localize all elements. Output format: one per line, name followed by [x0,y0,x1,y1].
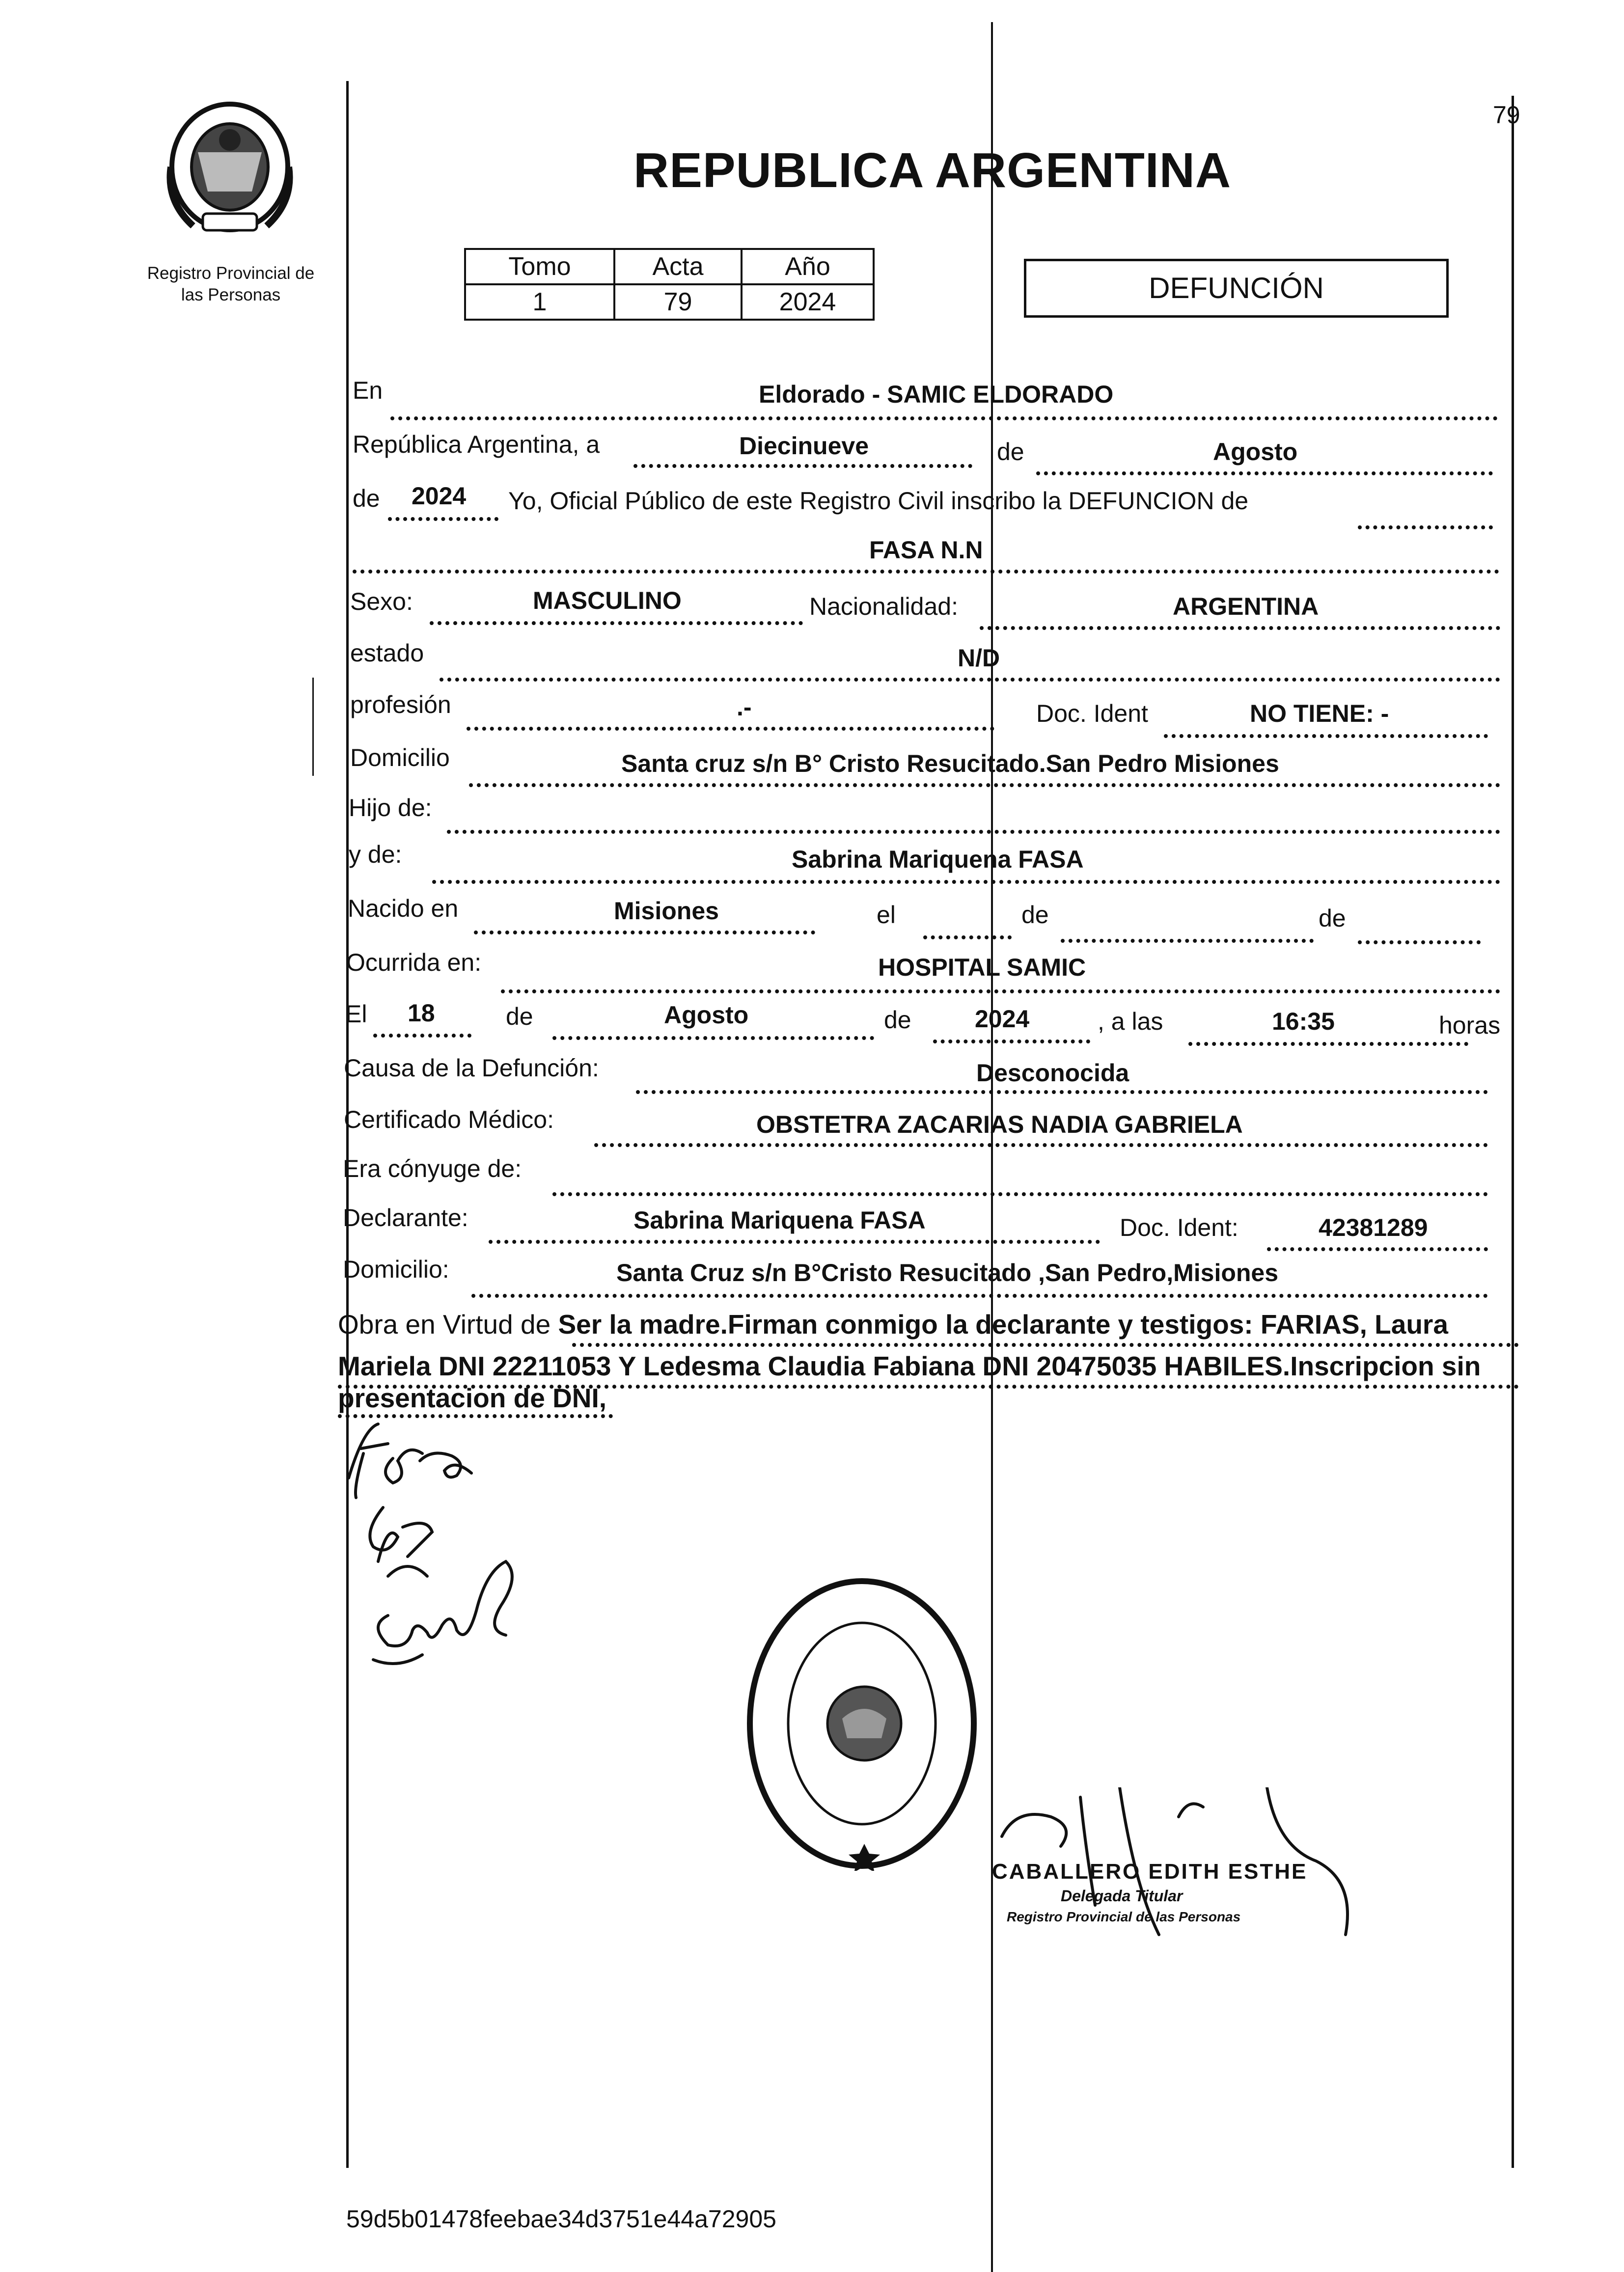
nacido-value: Misiones [614,897,719,925]
hijo-line [447,830,1500,834]
en-line [390,416,1498,420]
doc-ident2-label: Doc. Ident: [1120,1214,1239,1241]
certificado-label: Certificado Médico: [344,1106,554,1133]
anio-value: 2024 [412,482,467,510]
estado-line [440,678,1500,682]
doc-ident-value: NO TIENE: - [1250,700,1389,727]
el-label-1: el [877,901,896,929]
ocurrida-line [501,989,1500,993]
record-table [464,248,875,321]
record-header-anio: Año [742,249,874,284]
nacionalidad-line [980,626,1500,630]
domicilio-value: Santa cruz s/n B° Cristo Resucitado.San Pedro Misiones [621,750,1279,777]
domicilio-line [469,783,1500,787]
dia-fallec-value: 18 [408,999,435,1027]
hora-line [1188,1042,1468,1046]
dia-value: Diecinueve [739,432,869,460]
mes-value: Agosto [1213,438,1298,465]
profesion-value: .- [737,693,752,721]
anio-line [388,517,498,521]
el-line [923,935,1012,939]
alas-label: , a las [1098,1008,1163,1035]
record-header-acta: Acta [614,249,742,284]
el-label-2: El [345,1000,367,1028]
obra-line-3: presentacion de DNI, [338,1383,607,1413]
domicilio2-value: Santa Cruz s/n B°Cristo Resucitado ,San Pedro,Misiones [616,1259,1279,1287]
hora-value: 16:35 [1272,1008,1335,1035]
nacionalidad-label: Nacionalidad: [809,593,958,620]
mes-fallec-value: Agosto [664,1001,749,1029]
en-value: Eldorado - SAMIC ELDORADO [759,381,1114,408]
obra-line-2: Mariela DNI 22211053 Y Ledesma Claudia Fabiana DNI 20475035 HABILES.Inscripcion sin [338,1351,1481,1381]
delegation-seal [744,1576,980,1871]
dia-fallec-line [373,1034,471,1038]
de-label-2: de [1021,901,1049,929]
conyuge-label: Era cónyuge de: [343,1155,522,1182]
domicilio2-label: Domicilio: [343,1256,449,1283]
obra-underline-1 [572,1343,1519,1347]
anio-fallec-line [933,1040,1090,1043]
nacido-anio-line [1358,940,1481,944]
oficial-line [1358,525,1493,529]
stamp-institution: Registro Provincial de las Personas [1007,1909,1241,1924]
profesion-label: profesión [350,691,451,718]
domicilio2-line [471,1294,1488,1298]
registry-label-line1: Registro Provincial de [147,264,315,283]
certificado-line [594,1143,1488,1147]
declarante-line [489,1240,1100,1244]
horas-label: horas [1439,1012,1501,1039]
page-title: REPUBLICA ARGENTINA [633,143,1232,198]
en-label: En [353,377,383,404]
madre-value: Sabrina Mariquena FASA [792,846,1084,873]
ocurrida-label: Ocurrida en: [346,949,482,976]
estado-value: N/D [958,644,1000,672]
record-value-tomo: 1 [465,284,614,320]
estado-label: estado [350,639,424,667]
obra-line-1 [338,1309,1448,1340]
certificado-value: OBSTETRA ZACARIAS NADIA GABRIELA [756,1111,1243,1138]
nombre-line [353,570,1499,574]
doc-ident2-line [1267,1247,1488,1251]
anio-fallec-value: 2024 [975,1005,1030,1033]
stamp-role: Delegada Titular [1061,1887,1183,1905]
stamp-name: CABALLERO EDITH ESTHE [992,1860,1308,1884]
yde-label: y de: [349,841,402,868]
causa-label: Causa de la Defunción: [344,1054,599,1082]
official-stamp [972,1787,1385,1974]
page-number: 79 [1493,101,1520,129]
declarante-label: Declarante: [343,1204,468,1232]
sexo-label: Sexo: [350,588,413,615]
de-label-3: de [1319,904,1346,932]
nacido-line [474,931,815,934]
nacionalidad-value: ARGENTINA [1173,593,1319,620]
nacido-label: Nacido en [348,895,459,922]
doc-ident2-value: 42381289 [1319,1214,1428,1241]
mes-line [1036,471,1493,475]
sexo-line [430,621,803,625]
obra-text-1: Ser la madre.Firman conmigo la declarante y testigos: FARIAS, Laura [558,1309,1448,1340]
causa-value: Desconocida [976,1059,1129,1087]
doc-ident-label: Doc. Ident [1036,700,1148,727]
record-value-anio: 2024 [742,284,874,320]
handwritten-signature-bottom [358,1547,535,1689]
de-label-4: de [506,1003,533,1030]
misiones-logo [156,93,303,241]
nacido-mes-line [1061,939,1314,943]
far-left-line [312,678,314,776]
document-type-box: DEFUNCIÓN [1024,259,1449,318]
de-label-1: de [997,438,1024,465]
oficial-text: Yo, Oficial Público de este Registro Civil inscribo la DEFUNCION de [508,487,1249,515]
madre-line [432,880,1500,884]
doc-ident-line [1164,734,1488,738]
nombre-value: FASA N.N [869,536,983,564]
declarante-value: Sabrina Mariquena FASA [633,1206,926,1234]
record-header-tomo: Tomo [465,249,614,284]
de-label-5: de [884,1006,911,1034]
sexo-value: MASCULINO [533,587,682,614]
ocurrida-value: HOSPITAL SAMIC [878,954,1086,981]
right-margin-line [1512,96,1514,2168]
dia-line [633,464,972,468]
registry-label [128,263,334,306]
domicilio-label: Domicilio [350,744,450,771]
registry-label-line2: las Personas [181,285,281,304]
anio-prefix-label: de [353,485,380,512]
hijo-label: Hijo de: [349,794,432,821]
conyuge-line [552,1192,1488,1196]
profesion-line [467,727,994,731]
obra-label: Obra en Virtud de [338,1309,551,1340]
republica-label: República Argentina, a [353,431,600,458]
causa-line [636,1090,1488,1094]
record-value-acta: 79 [614,284,742,320]
mes-fallec-line [552,1036,874,1040]
document-hash: 59d5b01478feebae34d3751e44a72905 [346,2205,776,2233]
